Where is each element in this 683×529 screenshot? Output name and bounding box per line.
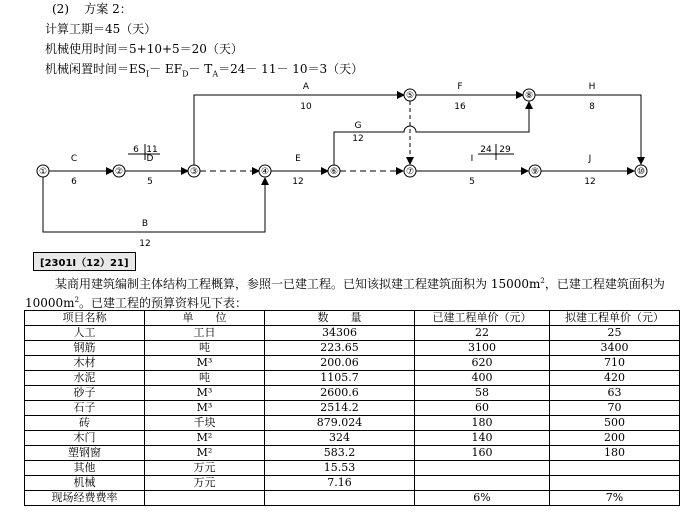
table-cell: 583.2	[265, 446, 415, 461]
table-cell	[145, 491, 265, 506]
table-cell: 万元	[145, 461, 265, 476]
table-cell: 2600.6	[265, 386, 415, 401]
table-cell	[415, 461, 550, 476]
table-cell: 工日	[145, 326, 265, 341]
table-row	[25, 461, 680, 476]
activity-f-duration: 16	[454, 102, 466, 112]
table-cell: 1105.7	[265, 371, 415, 386]
activity-f-name: F	[457, 82, 463, 92]
table-cell: 160	[415, 446, 550, 461]
duration-line: 计算工期＝45（天）	[45, 22, 157, 36]
table-row	[25, 476, 680, 491]
table-cell: 千块	[145, 416, 265, 431]
table-row	[25, 341, 680, 356]
para-2b: 。已建工程的预算资料见下表：	[79, 296, 248, 310]
table-cell: 620	[415, 356, 550, 371]
node-label-4: ④	[260, 167, 270, 177]
header-cell: 拟建工程单价（元）	[550, 311, 680, 326]
table-cell: 人工	[25, 326, 145, 341]
table-cell: 水泥	[25, 371, 145, 386]
table-cell: M³	[145, 386, 265, 401]
budget-table	[24, 310, 680, 506]
paragraph-line-2	[25, 293, 247, 310]
header-cell: 数 量	[265, 311, 415, 326]
header-cell: 单 位	[145, 311, 265, 326]
activity-c-duration: 6	[71, 177, 77, 187]
table-cell: 万元	[145, 476, 265, 491]
table-cell: 223.65	[265, 341, 415, 356]
activity-g-name: G	[354, 121, 362, 131]
table-cell: 400	[415, 371, 550, 386]
idle-sub-i: I	[145, 69, 150, 79]
machine-use-line: 机械使用时间＝5+10+5＝20（天）	[45, 42, 243, 56]
table-row	[25, 446, 680, 461]
table-cell	[550, 476, 680, 491]
table-cell	[415, 476, 550, 491]
table-cell: 3400	[550, 341, 680, 356]
table-cell: 钢筋	[25, 341, 145, 356]
table-cell: 34306	[265, 326, 415, 341]
table-cell: 7%	[550, 491, 680, 506]
table-cell: 现场经费费率	[25, 491, 145, 506]
activity-d-duration: 5	[147, 177, 153, 187]
node-label-8: ⑧	[524, 91, 534, 101]
nodes	[37, 89, 647, 177]
activity-b-name: B	[141, 219, 149, 229]
idle-mid2: － T	[188, 62, 213, 76]
node-label-2: ②	[114, 167, 124, 177]
table-cell: 2514.2	[265, 401, 415, 416]
activity-e-duration: 12	[292, 177, 304, 187]
node-label-1: ①	[38, 167, 48, 177]
mark-i-1: 29	[499, 145, 511, 155]
activity-h-duration: 8	[589, 102, 595, 112]
table-cell: 7.16	[265, 476, 415, 491]
table-row	[25, 326, 680, 341]
mark-d-0: 6	[133, 145, 139, 155]
table-cell: 63	[550, 386, 680, 401]
table-cell: 200	[550, 431, 680, 446]
table-row	[25, 371, 680, 386]
table-cell: 25	[550, 326, 680, 341]
activity-j-duration: 12	[584, 177, 596, 187]
activity-a-duration: 10	[300, 102, 312, 112]
table-cell: 吨	[145, 371, 265, 386]
table-cell: 140	[415, 431, 550, 446]
node-label-9: ⑨	[530, 167, 540, 177]
para-sq-2: 2	[74, 296, 80, 304]
table-cell: 420	[550, 371, 680, 386]
activity-e-name: E	[295, 154, 301, 164]
header-cell: 已建工程单价（元）	[415, 311, 550, 326]
para-1b: ，已建工程建筑面积为	[544, 277, 665, 291]
header-cell: 项目名称	[25, 311, 145, 326]
table-row	[25, 356, 680, 371]
activity-a-name: A	[302, 82, 310, 92]
table-body	[25, 326, 680, 506]
table-cell: 500	[550, 416, 680, 431]
activity-i-duration: 5	[469, 177, 475, 187]
mark-d-1: 11	[146, 145, 158, 155]
scheme-title: (2) 方案 2：	[52, 2, 132, 16]
table-cell: 吨	[145, 341, 265, 356]
activity-h-name: H	[588, 82, 596, 92]
table-cell: M³	[145, 401, 265, 416]
table-cell	[265, 491, 415, 506]
idle-mid1: － EF	[149, 62, 183, 76]
idle-prefix: 机械闲置时间＝ES	[45, 62, 146, 76]
para-2a: 10000m	[25, 296, 75, 310]
paragraph-line-1	[55, 274, 665, 291]
mark-i-0: 24	[480, 145, 492, 155]
table-cell: 324	[265, 431, 415, 446]
question-tag: [2301I（12）21]	[33, 252, 136, 271]
table-cell: 砂子	[25, 386, 145, 401]
table-header-row	[25, 311, 680, 326]
activity-b-duration: 12	[139, 239, 151, 249]
activity-c-name: C	[70, 154, 78, 164]
activity-g-duration: 12	[352, 134, 364, 144]
node-label-6: ⑥	[329, 167, 339, 177]
para-sq-1: 2	[540, 277, 545, 285]
idle-suffix: ＝24－ 11－ 10＝3（天）	[218, 62, 364, 76]
table-cell	[550, 461, 680, 476]
table-cell: 木门	[25, 431, 145, 446]
table-cell: 70	[550, 401, 680, 416]
table-cell: 6%	[415, 491, 550, 506]
table-cell: 机械	[25, 476, 145, 491]
node-label-3: ③	[189, 167, 199, 177]
table-row	[25, 491, 680, 506]
node-label-7: ⑦	[405, 167, 415, 177]
table-row	[25, 416, 680, 431]
idle-sub-d: D	[182, 69, 189, 79]
table-cell: 其他	[25, 461, 145, 476]
table-cell: 木材	[25, 356, 145, 371]
table-row	[25, 431, 680, 446]
table-cell: 60	[415, 401, 550, 416]
node-label-10: ⑩	[636, 167, 646, 177]
table-row	[25, 386, 680, 401]
node-label-5: ⑤	[405, 91, 415, 101]
table-cell: 710	[550, 356, 680, 371]
table-cell: 石子	[25, 401, 145, 416]
activity-j-name: J	[588, 154, 592, 164]
idle-sub-a: A	[212, 69, 219, 79]
table-cell: 180	[550, 446, 680, 461]
table-cell: 200.06	[265, 356, 415, 371]
table-cell: 砖	[25, 416, 145, 431]
table-cell: 22	[415, 326, 550, 341]
table-cell: 15.53	[265, 461, 415, 476]
table-cell: 879.024	[265, 416, 415, 431]
table-cell: M³	[145, 356, 265, 371]
table-cell: 180	[415, 416, 550, 431]
table-cell: 58	[415, 386, 550, 401]
para-1a: 某商用建筑编制主体结构工程概算，参照一已建工程。已知该拟建工程建筑面积为 15000m	[55, 277, 541, 291]
table-cell: 3100	[415, 341, 550, 356]
network-diagram	[0, 72, 683, 250]
activity-i-name: I	[470, 154, 474, 164]
table-cell: M²	[145, 431, 265, 446]
activity-d-name: D	[146, 154, 154, 164]
table-row	[25, 401, 680, 416]
table-cell: M²	[145, 446, 265, 461]
table-cell: 塑钢窗	[25, 446, 145, 461]
